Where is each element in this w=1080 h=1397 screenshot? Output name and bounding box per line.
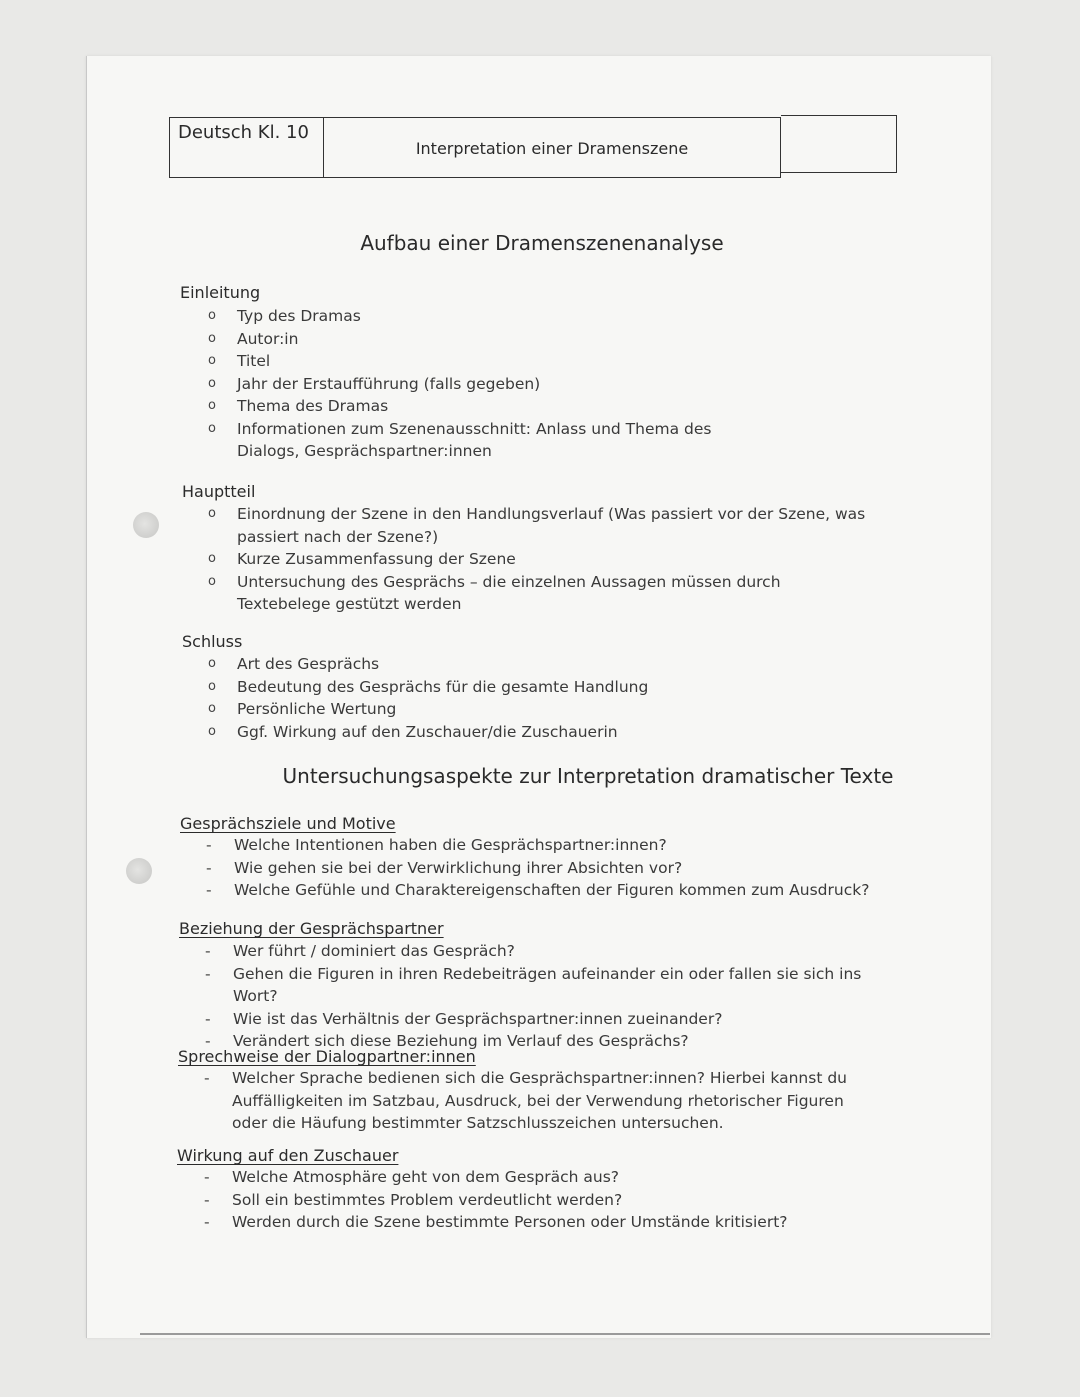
list-item: o Persönliche Wertung (208, 698, 888, 721)
gespraechsziele-list (206, 834, 886, 902)
list-item: - Welche Atmosphäre geht von dem Gespräch aus? (204, 1166, 884, 1189)
list-item: - Welche Intentionen haben die Gesprächspartner:innen? (206, 834, 886, 857)
einleitung-list (208, 305, 888, 463)
list-item: o Ggf. Wirkung auf den Zuschauer/die Zuschauerin (208, 721, 888, 744)
list-item: o Kurze Zusammenfassung der Szene (208, 548, 888, 571)
list-item: o Autor:in (208, 328, 888, 351)
list-item: o Typ des Dramas (208, 305, 888, 328)
section-title-hauptteil: Hauptteil (182, 482, 256, 501)
list-item: o Einordnung der Szene in den Handlungsverlauf (Was passiert vor der Szene, was passiert nach der Szene?) (208, 503, 888, 548)
header-extra-cell (781, 115, 897, 173)
list-item: o Art des Gesprächs (208, 653, 888, 676)
list-item: o Titel (208, 350, 888, 373)
list-item: - Welcher Sprache bedienen sich die Gesprächspartner:innen? Hierbei kannst du Auffälligkeiten im Satzbau, Ausdruck, bei der Verwendung rhetorischer Figuren oder die Häufung bestimmter Satzschlusszeichen untersuchen. (204, 1067, 872, 1135)
list-item: - Gehen die Figuren in ihren Redebeiträgen aufeinander ein oder fallen sie sich ins Wort? (205, 963, 885, 1008)
beziehung-list (205, 940, 885, 1053)
schluss-list (208, 653, 888, 743)
page-title: Aufbau einer Dramenszenenanalyse (360, 231, 724, 255)
list-item: - Wie ist das Verhältnis der Gesprächspartner:innen zueinander? (205, 1008, 885, 1031)
list-item: o Jahr der Erstaufführung (falls gegeben) (208, 373, 888, 396)
list-item: o Informationen zum Szenenausschnitt: Anlass und Thema des Dialogs, Gesprächspartner:innen (208, 418, 747, 463)
aspect-title-sprechweise: Sprechweise der Dialogpartner:innen (178, 1047, 476, 1066)
worksheet-title: Interpretation einer Dramenszene (415, 139, 689, 158)
aspect-title-wirkung: Wirkung auf den Zuschauer (177, 1146, 399, 1165)
section-title-einleitung: Einleitung (180, 283, 261, 302)
sheet-bottom-edge (140, 1333, 990, 1335)
list-item: - Soll ein bestimmtes Problem verdeutlicht werden? (204, 1189, 884, 1212)
aspect-title-gespraechsziele: Gesprächsziele und Motive (180, 814, 396, 833)
punch-hole-icon (126, 858, 152, 884)
aspect-title-beziehung: Beziehung der Gesprächspartner (179, 919, 444, 938)
hauptteil-list (208, 503, 888, 616)
list-item: - Welche Gefühle und Charaktereigenschaften der Figuren kommen zum Ausdruck? (206, 879, 886, 902)
header-table (169, 117, 781, 178)
list-item: - Werden durch die Szene bestimmte Personen oder Umstände kritisiert? (204, 1211, 884, 1234)
section-heading: Untersuchungsaspekte zur Interpretation dramatischer Texte (282, 764, 894, 788)
list-item: - Verändert sich diese Beziehung im Verlauf des Gesprächs? (205, 1030, 885, 1053)
punch-hole-icon (133, 512, 159, 538)
list-item: o Bedeutung des Gesprächs für die gesamte Handlung (208, 676, 888, 699)
list-item: - Wer führt / dominiert das Gespräch? (205, 940, 885, 963)
wirkung-list (204, 1166, 884, 1234)
sprechweise-list (204, 1067, 884, 1135)
subject-cell: Deutsch Kl. 10 (170, 118, 324, 177)
list-item: o Untersuchung des Gesprächs – die einzelnen Aussagen müssen durch Textebelege gestützt werden (208, 571, 847, 616)
section-title-schluss: Schluss (182, 632, 243, 651)
list-item: - Wie gehen sie bei der Verwirklichung ihrer Absichten vor? (206, 857, 886, 880)
list-item: o Thema des Dramas (208, 395, 888, 418)
